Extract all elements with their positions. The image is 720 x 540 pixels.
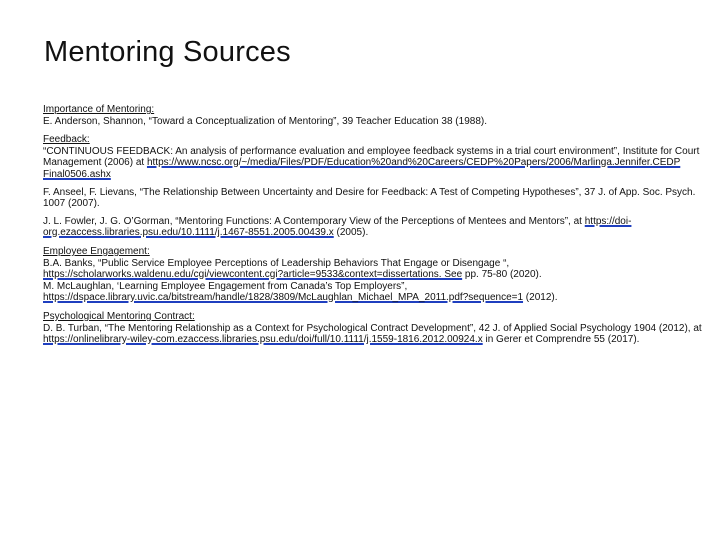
reference-link[interactable]: https://doi-org.ezaccess.libraries.psu.edu/10.1111/j.1467-8551.2005.00439.x [43,215,632,239]
reference-entry: M. McLaughlan, ‘Learning Employee Engagement from Canada’s Top Employers”, https://dspace.library.uvic.ca/bitstream/handle/1828/3809/McLaughlan_Michael_MPA_2011.pdf?sequence=1 (2012). [43,280,558,304]
reference-link[interactable]: https://www.ncsc.org/~/media/Files/PDF/Education%20and%20Careers/CEDP%20Papers/2006/Marlinga.Jennifer.CEDP Final0506.ashx [43,157,681,180]
reference-link[interactable]: https://dspace.library.uvic.ca/bitstream/handle/1828/3809/McLaughlan_Michael_MPA_2011.pdf?sequence=1 [43,292,524,304]
reference-entry: F. Anseel, F. Lievans, “The Relationship Between Uncertainty and Desire for Feedback: A Test of Competing Hypotheses”, 37 J. of App. Soc. Psych. 1007 (2007). [43,186,696,210]
reference-entry: J. L. Fowler, J. G. O’Gorman, “Mentoring Functions: A Contemporary View of the Perceptions of Mentees and Mentors”, at https://doi-org.ezaccess.libraries.psu.edu/10.1111/j.1467-8551.2005.00439.x (2005). [43,215,632,239]
reference-entry: “CONTINUOUS FEEDBACK: An analysis of performance evaluation and employee feedback systems in a trial court environment”, Institute for Court Management (2006) at https://www.ncsc.org/~/media/Files/PDF/Education%20and%20Careers/CEDP%20Papers/2006/Marlinga.Jennifer.CEDP Final0506.ashx [43,145,700,180]
section-feedback [43,134,705,239]
section-heading: Employee Engagement: [43,245,150,257]
page-title: Mentoring Sources [44,36,291,68]
reference-entry: B.A. Banks, “Public Service Employee Perceptions of Leadership Behaviors That Engage or Disengage “, https://scholarworks.waldenu.edu/cgi/viewcontent.cgi?article=9533&context=dissertations. See pp. 75-80 (2020). [43,257,542,281]
reference-entry: E. Anderson, Shannon, “Toward a Conceptualization of Mentoring”, 39 Teacher Education 38 (1988). [43,115,487,127]
content-body [43,104,705,353]
reference-entry: D. B. Turban, “The Mentoring Relationship as a Context for Psychological Contract Development”, 42 J. of Applied Social Psychology 1904 (2012), at https://onlinelibrary-wiley-com.ezaccess.libraries.psu.edu/doi/full/10.1111/j.1559-1816.2012.00924.x in Gerer et Comprendre 55 (2017). [43,322,702,346]
section-heading: Feedback: [43,134,90,146]
section-heading: Importance of Mentoring: [43,104,155,115]
section-heading: Psychological Mentoring Contract: [43,310,195,322]
section-contract [43,311,705,346]
section-engagement [43,246,705,304]
section-importance [43,104,705,127]
reference-link[interactable]: https://onlinelibrary-wiley-com.ezaccess.libraries.psu.edu/doi/full/10.1111/j.1559-1816.2012.00924.x [43,334,483,346]
reference-link[interactable]: https://scholarworks.waldenu.edu/cgi/viewcontent.cgi?article=9533&context=dissertations. See [43,269,463,281]
